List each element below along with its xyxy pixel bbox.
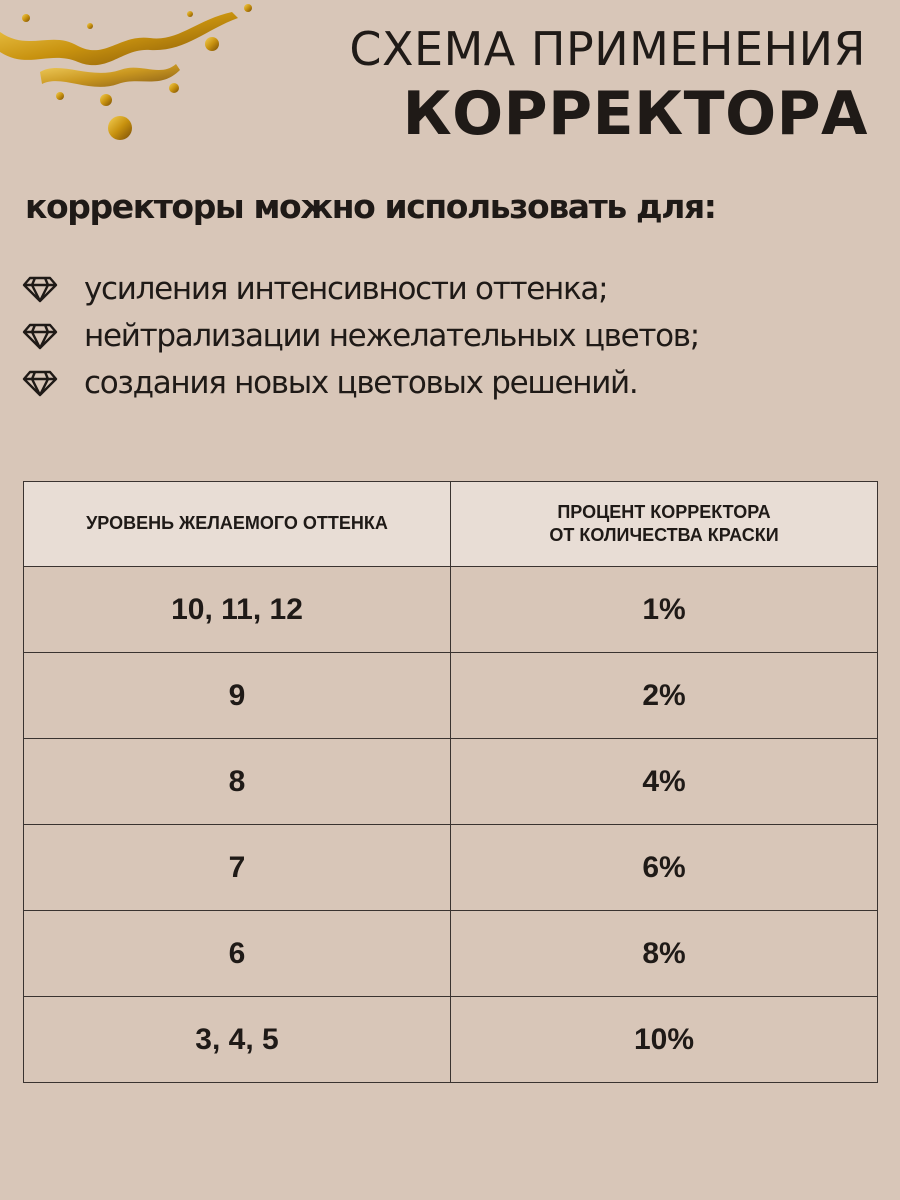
table-row <box>24 825 878 911</box>
oil-splash-decoration <box>0 0 260 150</box>
level-cell: 10, 11, 12 <box>24 567 451 653</box>
percent-cell: 4% <box>451 739 878 825</box>
diamond-icon <box>22 322 58 350</box>
table-row <box>24 911 878 997</box>
level-cell: 7 <box>24 825 451 911</box>
percent-cell: 8% <box>451 911 878 997</box>
percent-cell: 10% <box>451 997 878 1083</box>
level-cell: 8 <box>24 739 451 825</box>
uses-list <box>22 265 699 406</box>
table-row <box>24 997 878 1083</box>
page-title-line-2: КОРРЕКТОРА <box>402 79 868 149</box>
use-text: нейтрализации нежелательных цветов; <box>84 317 699 354</box>
diamond-icon <box>22 369 58 397</box>
use-text: создания новых цветовых решений. <box>84 364 638 401</box>
level-cell: 6 <box>24 911 451 997</box>
level-cell: 9 <box>24 653 451 739</box>
list-item <box>22 312 699 359</box>
intro-text: корректоры можно использовать для: <box>25 187 716 226</box>
diamond-icon <box>22 275 58 303</box>
corrector-table <box>23 481 878 1083</box>
table-row <box>24 653 878 739</box>
table-row <box>24 567 878 653</box>
table-header-row <box>24 482 878 567</box>
page-title-line-1: СХЕМА ПРИМЕНЕНИЯ <box>349 22 866 76</box>
list-item <box>22 359 699 406</box>
list-item <box>22 265 699 312</box>
level-cell: 3, 4, 5 <box>24 997 451 1083</box>
header-cell-level: УРОВЕНЬ ЖЕЛАЕМОГО ОТТЕНКА <box>24 482 451 567</box>
percent-cell: 6% <box>451 825 878 911</box>
use-text: усиления интенсивности оттенка; <box>84 270 608 307</box>
header-cell-percent: ПРОЦЕНТ КОРРЕКТОРА ОТ КОЛИЧЕСТВА КРАСКИ <box>451 482 878 567</box>
table-row <box>24 739 878 825</box>
percent-cell: 2% <box>451 653 878 739</box>
percent-cell: 1% <box>451 567 878 653</box>
